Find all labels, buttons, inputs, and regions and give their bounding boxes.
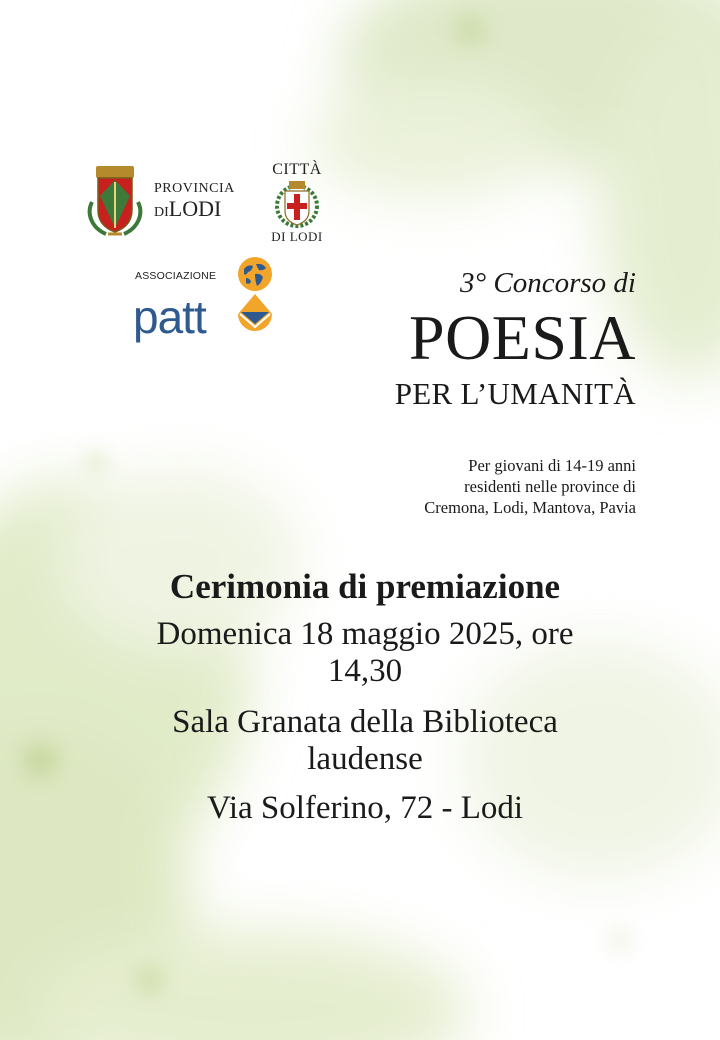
citta-di-lodi-logo bbox=[262, 162, 332, 248]
envelope-drop-icon bbox=[236, 292, 274, 338]
eligibility-text bbox=[424, 455, 636, 518]
ceremony-venue-line: laudense bbox=[307, 741, 423, 777]
ceremony-details bbox=[60, 566, 670, 827]
ceremony-date-line: Domenica 18 maggio 2025, ore bbox=[156, 616, 574, 652]
citta-name: DI LODI bbox=[271, 229, 323, 244]
provincia-di-lodi-logo bbox=[84, 162, 244, 242]
contest-title-umanita: PER L’UMANITÀ bbox=[394, 376, 636, 412]
associazione-patto-logo bbox=[133, 256, 278, 351]
globe-icon bbox=[237, 256, 273, 292]
provincia-name bbox=[154, 198, 235, 220]
associazione-label: ASSOCIAZIONE bbox=[135, 270, 217, 282]
eligibility-line: residenti nelle province di bbox=[464, 477, 636, 496]
eligibility-line: Cremona, Lodi, Mantova, Pavia bbox=[424, 498, 636, 517]
ceremony-venue bbox=[60, 704, 670, 778]
citta-crest-icon bbox=[274, 179, 320, 229]
contest-subtitle: 3° Concorso di bbox=[460, 267, 636, 299]
provincia-di: DI bbox=[154, 205, 169, 220]
contest-title-poesia: POESIA bbox=[408, 301, 636, 373]
provincia-crest-icon bbox=[84, 162, 146, 240]
ceremony-date bbox=[60, 616, 670, 690]
ceremony-time-line: 14,30 bbox=[327, 653, 403, 689]
ceremony-address: Via Solferino, 72 - Lodi bbox=[206, 790, 524, 826]
eligibility-line: Per giovani di 14-19 anni bbox=[468, 456, 636, 475]
ceremony-heading: Cerimonia di premiazione bbox=[169, 567, 561, 606]
citta-label: CITTÀ bbox=[272, 161, 322, 178]
contest-title bbox=[395, 266, 636, 411]
patto-wordmark: patt bbox=[133, 291, 206, 343]
provincia-label: PROVINCIA bbox=[154, 181, 235, 196]
ceremony-venue-line: Sala Granata della Biblioteca bbox=[172, 704, 558, 740]
provincia-lodi: LODI bbox=[168, 196, 222, 221]
